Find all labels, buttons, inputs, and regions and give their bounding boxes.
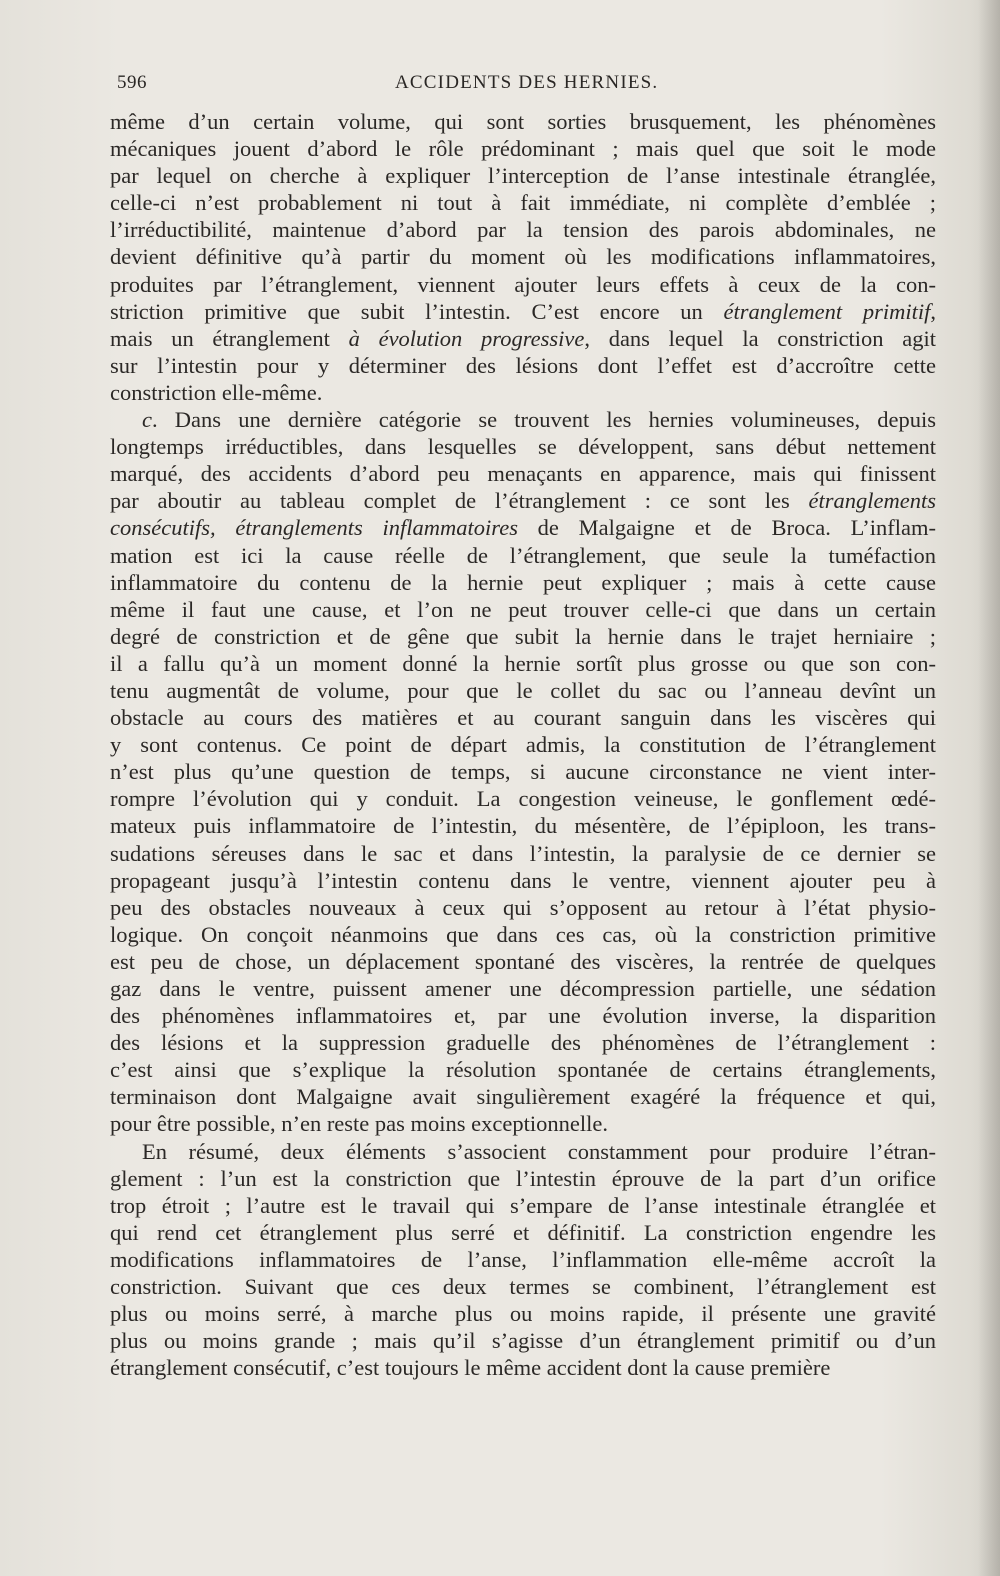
text-line [110, 243, 936, 270]
text-line [110, 677, 936, 704]
text-line [110, 623, 936, 650]
text-line [110, 1083, 936, 1110]
text-segment: par aboutir au tableau complet de l’étranglement : ce sont les [110, 488, 809, 514]
italic-phrase: à évolution progressive [348, 325, 585, 351]
text-segment: sur l’intestin pour y déterminer des lésions dont l’effet est d’accroître cette [110, 352, 936, 378]
text-segment: tenu augmentât de volume, pour que le collet du sac ou l’anneau devînt un [110, 677, 936, 703]
text-line [110, 921, 936, 948]
text-line [110, 1002, 936, 1029]
text-line [110, 514, 936, 541]
text-segment: logique. On conçoit néanmoins que dans ces cas, où la constriction primitive [110, 921, 936, 947]
text-segment: rompre l’évolution qui y conduit. La congestion veineuse, le gonflement œdé- [110, 786, 936, 812]
text-line [110, 216, 936, 243]
text-segment: de Malgaigne et de Broca. L’inflam- [517, 515, 936, 541]
text-line [110, 758, 936, 785]
text-segment: par lequel on cherche à expliquer l’interception de l’anse intestinale étranglée, [110, 163, 936, 189]
text-segment: glement : l’un est la constriction que l’intestin éprouve de la part d’un orifice [110, 1165, 936, 1191]
text-segment: marqué, des accidents d’abord peu menaçants en apparence, mais qui finissent [110, 461, 936, 487]
text-line [110, 1327, 936, 1354]
text-segment: pour être possible, n’en reste pas moins exceptionnelle. [110, 1111, 608, 1137]
text-line [110, 460, 936, 487]
text-segment: , dans lequel la constriction agit [584, 325, 936, 351]
text-line [110, 812, 936, 839]
text-segment: . Dans une dernière catégorie se trouvent les hernies volumineuses, depuis [152, 407, 936, 433]
italic-phrase: consécutifs, étranglements inflammatoires [110, 515, 518, 541]
text-line [110, 108, 936, 135]
text-line [110, 162, 936, 189]
text-line [110, 189, 936, 216]
text-line [110, 1354, 936, 1381]
text-segment: degré de constriction et de gêne que subit la hernie dans le trajet herniaire ; [110, 623, 936, 649]
text-segment: constriction. Suivant que ces deux termes se combinent, l’étranglement est [110, 1274, 936, 1300]
italic-phrase: c [142, 407, 152, 433]
text-line [110, 569, 936, 596]
text-line [110, 840, 936, 867]
text-segment: plus ou moins grande ; mais qu’il s’agisse d’un étranglement primitif ou d’un [110, 1328, 936, 1354]
text-segment: n’est plus qu’une question de temps, si aucune circonstance ne vient inter- [110, 759, 936, 785]
text-segment: c’est ainsi que s’explique la résolution spontanée de certains étranglements, [110, 1057, 936, 1083]
text-segment: est peu de chose, un déplacement spontané des viscères, la rentrée de quelques [110, 948, 936, 974]
text-segment: même d’un certain volume, qui sont sorties brusquement, les phénomènes [110, 109, 936, 134]
text-segment: , [930, 298, 936, 324]
text-line [110, 379, 936, 406]
text-segment: qui rend cet étranglement plus serré et définitif. La constriction engendre les [110, 1219, 936, 1245]
body-text [110, 108, 936, 1381]
text-segment: des phénomènes inflammatoires et, par une évolution inverse, la disparition [110, 1003, 936, 1029]
text-line [110, 135, 936, 162]
text-line [110, 271, 936, 298]
text-segment: modifications inflammatoires de l’anse, l’inflammation elle-même accroît la [110, 1246, 936, 1272]
text-line [110, 731, 936, 758]
text-line [110, 1273, 936, 1300]
text-line [110, 867, 936, 894]
text-segment: mais un étranglement [110, 325, 349, 351]
italic-phrase: étranglements [808, 488, 936, 514]
text-line [110, 433, 936, 460]
text-segment: En résumé, deux éléments s’associent constamment pour produire l’étran- [142, 1138, 936, 1164]
italic-phrase: étranglement primitif [723, 298, 931, 324]
text-line [110, 1192, 936, 1219]
text-line [110, 1110, 936, 1137]
text-segment: y sont contenus. Ce point de départ admis, la constitution de l’étranglement [110, 732, 936, 758]
text-line [110, 542, 936, 569]
text-segment: mation est ici la cause réelle de l’étranglement, que seule la tuméfaction [110, 542, 936, 568]
text-line [110, 1138, 936, 1165]
text-line [110, 650, 936, 677]
text-segment: constriction elle-même. [110, 379, 323, 405]
text-segment: inflammatoire du contenu de la hernie peut expliquer ; mais à cette cause [110, 569, 936, 595]
text-segment: longtemps irréductibles, dans lesquelles se développent, sans début nettement [110, 434, 936, 460]
text-line [110, 1056, 936, 1083]
text-segment: trop étroit ; l’autre est le travail qui s’empare de l’anse intestinale étranglée et [110, 1192, 936, 1218]
text-line [110, 1219, 936, 1246]
text-segment: sudations séreuses dans le sac et dans l’intestin, la paralysie de ce dernier se [110, 840, 936, 866]
text-segment: propageant jusqu’à l’intestin contenu dans le ventre, viennent ajouter peu à [110, 867, 936, 893]
text-segment: obstacle au cours des matières et au courant sanguin dans les viscères qui [110, 705, 936, 731]
text-segment: peu des obstacles nouveaux à ceux qui s’opposent au retour à l’état physio- [110, 894, 936, 920]
text-line [110, 1029, 936, 1056]
text-line [110, 948, 936, 975]
text-line [110, 1165, 936, 1192]
text-line [110, 785, 936, 812]
text-line [110, 352, 936, 379]
text-segment: plus ou moins serré, à marche plus ou moins rapide, il présente une gravité [110, 1301, 936, 1327]
text-segment: devient définitive qu’à partir du moment où les modifications inflammatoires, [110, 244, 936, 270]
text-segment: mateux puis inflammatoire de l’intestin, du mésentère, de l’épiploon, les trans- [110, 813, 936, 839]
text-segment: celle-ci n’est probablement ni tout à fait immédiate, ni complète d’emblée ; [110, 190, 936, 216]
running-title: ACCIDENTS DES HERNIES. [395, 72, 659, 93]
text-segment: étranglement consécutif, c’est toujours le même accident dont la cause première [110, 1355, 831, 1381]
text-line [110, 298, 936, 325]
text-segment: l’irréductibilité, maintenue d’abord par la tension des parois abdominales, ne [110, 217, 936, 243]
text-segment: produites par l’étranglement, viennent ajouter leurs effets à ceux de la con- [110, 271, 936, 297]
text-line [110, 596, 936, 623]
text-segment: terminaison dont Malgaigne avait singulièrement exagéré la fréquence et qui, [110, 1084, 936, 1110]
text-segment: mécaniques jouent d’abord le rôle prédominant ; mais quel que soit le mode [110, 136, 936, 162]
text-line [110, 975, 936, 1002]
text-line [110, 894, 936, 921]
text-segment: même il faut une cause, et l’on ne peut trouver celle-ci que dans un certain [110, 596, 936, 622]
text-line [110, 1246, 936, 1273]
text-line [110, 325, 936, 352]
text-line [110, 406, 936, 433]
text-segment: gaz dans le ventre, puissent amener une décompression partielle, une sédation [110, 976, 936, 1001]
page-number: 596 [117, 72, 147, 93]
text-segment: des lésions et la suppression graduelle des phénomènes de l’étranglement : [110, 1030, 936, 1056]
text-line [110, 487, 936, 514]
text-segment: striction primitive que subit l’intestin. C’est encore un [110, 298, 724, 324]
text-line [110, 704, 936, 731]
running-header [117, 72, 927, 102]
text-segment: il a fallu qu’à un moment donné la hernie sortît plus grosse ou que son con- [110, 650, 936, 676]
text-line [110, 1300, 936, 1327]
